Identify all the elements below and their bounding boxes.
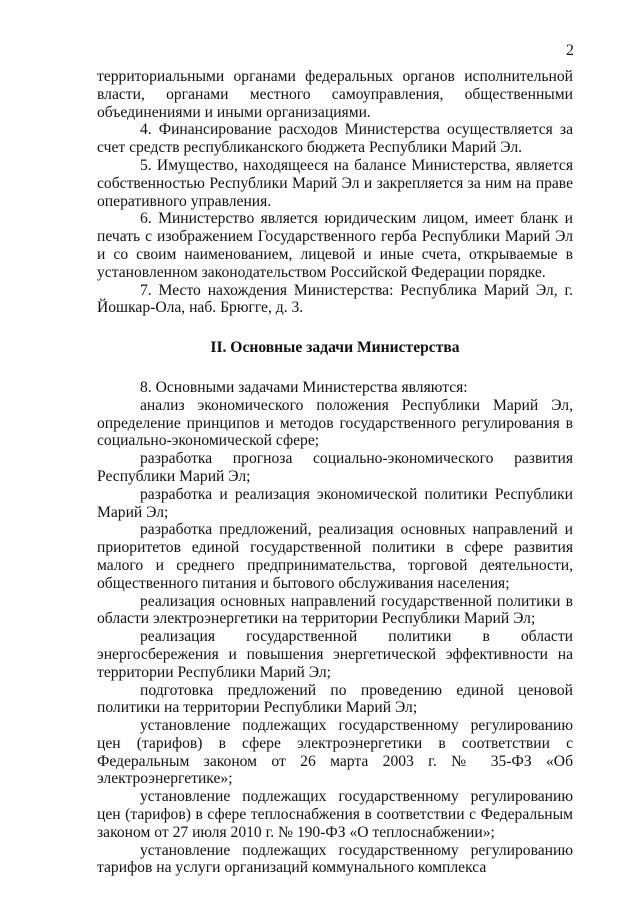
task-list-item: установление подлежащих государственному регулированию цен (тарифов) в сфере электроэнергетики в соответствии с Федеральным законом от 26 марта 2003 г. № 35-ФЗ «Об электроэнергетике»; [97,717,573,788]
task-list-item: анализ экономического положения Республики Марий Эл, определение принципов и методов государственного регулирования в социально-экономической сфере; [97,396,573,450]
section-heading: II. Основные задачи Министерства [210,339,460,357]
task-list-item: установление подлежащих государственному регулированию цен (тарифов) в сфере теплоснабжения в соответствии с Федеральным законом от 27 июля 2010 г. № 190-ФЗ «О теплоснабжении»; [97,788,573,841]
paragraph-item-7: 7. Место нахождения Министерства: Республика Марий Эл, г. Йошкар-Ола, наб. Брюгге, д. 3. [97,281,573,317]
page-number: 2 [566,42,574,59]
document-body [97,68,573,877]
task-list-item: подготовка предложений по проведению единой ценовой политики на территории Республики Марий Эл; [97,681,573,717]
task-list-item: разработка прогноза социально-экономического развития Республики Марий Эл; [97,450,573,485]
task-list-item: реализация государственной политики в области энергосбережения и повышения энергетической эффективности на территории Республики Марий Эл; [97,628,573,681]
task-list-item: разработка и реализация экономической политики Республики Марий Эл; [97,485,573,521]
paragraph-item-8: 8. Основными задачами Министерства являются: [140,378,468,396]
paragraph-item-6: 6. Министерство является юридическим лицом, имеет бланк и печать с изображением Государственного герба Республики Марий Эл и со своим наименованием, лицевой и иные счета, открываемые в установленном законодательством Российской Федерации порядке. [97,210,573,281]
paragraph-item-4: 4. Финансирование расходов Министерства осуществляется за счет средств республиканского бюджета Республики Марий Эл. [97,121,573,157]
task-list-item: реализация основных направлений государственной политики в области электроэнергетики на территории Республики Марий Эл; [97,592,573,628]
paragraph-continuation: территориальными органами федеральных органов исполнительной власти, органами местного самоуправления, общественными объединениями и иными организациями. [97,68,573,121]
task-list-item: разработка предложений, реализация основных направлений и приоритетов единой государственной политики в сфере развития малого и среднего предпринимательства, торговой деятельности, общественного питания и бытового обслуживания населения; [97,521,573,592]
task-list-item: установление подлежащих государственному регулированию тарифов на услуги организаций коммунального комплекса [97,841,573,877]
paragraph-item-5: 5. Имущество, находящееся на балансе Министерства, является собственностью Республики Марий Эл и закрепляется за ним на праве оперативного управления. [97,156,573,210]
